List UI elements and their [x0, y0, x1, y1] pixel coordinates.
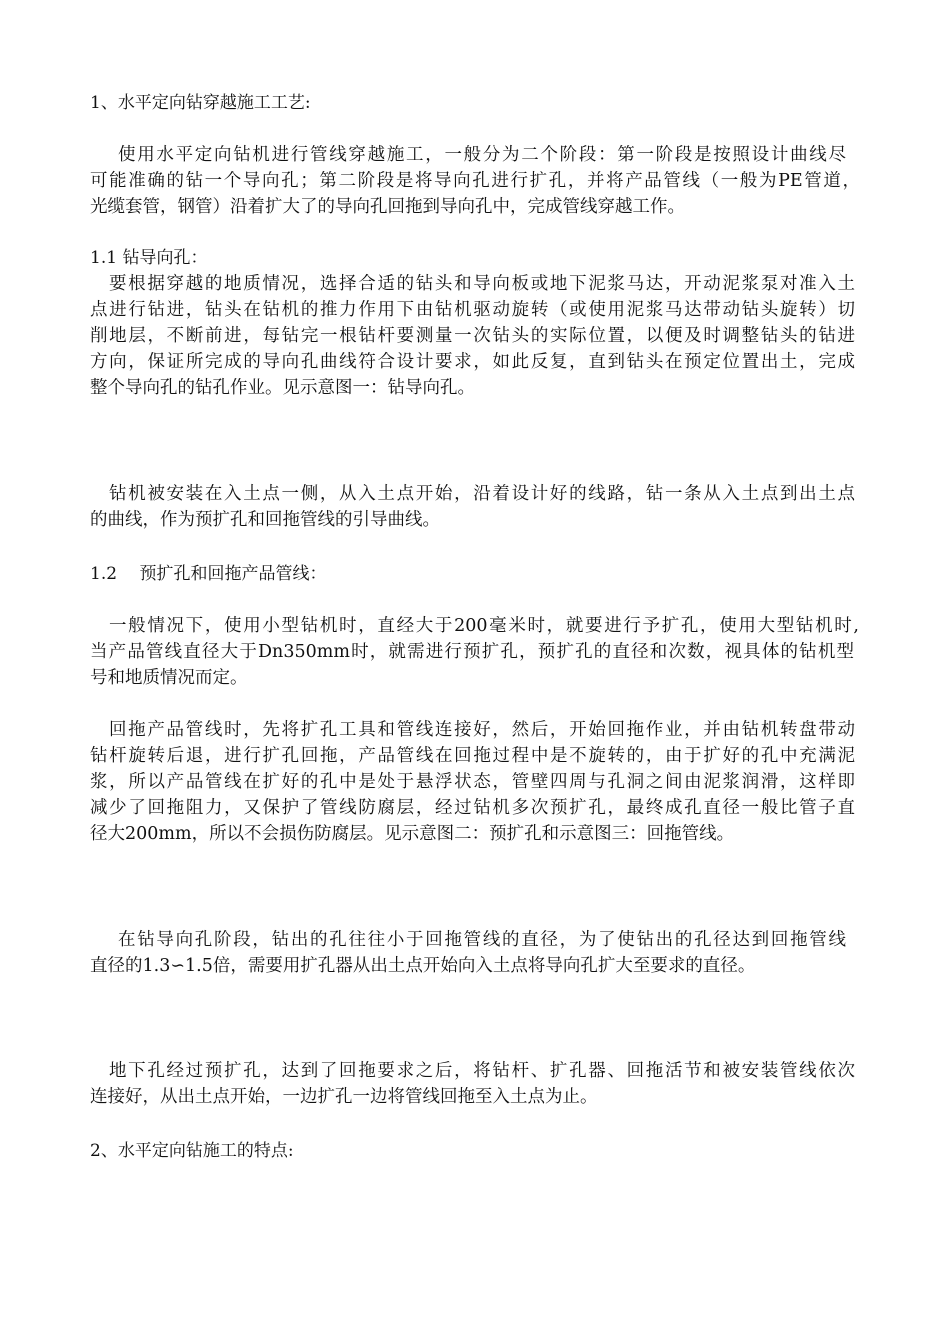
paragraph-intro-line-2: 可能准确的钻一个导向孔；第二阶段是将导向孔进行扩孔，并将产品管线（一般为PE管道， [90, 171, 860, 191]
paragraph-pilot-line-4: 方向，保证所完成的导向孔曲线符合设计要求，如此反复，直到钻头在预定位置出土，完成 [90, 352, 855, 372]
paragraph-intro-line-1: 使用水平定向钻机进行管线穿越施工，一般分为二个阶段：第一阶段是按照设计曲线尽 [118, 145, 846, 165]
paragraph-pullback-line-1: 回拖产品管线时，先将扩孔工具和管线连接好，然后，开始回拖作业，并由钻机转盘带动 [109, 720, 855, 740]
paragraph-reamer-line-2: 直径的1.3∽1.5倍，需要用扩孔器从出土点开始向入土点将导向孔扩大至要求的直径。 [90, 956, 756, 976]
section-heading-1-1: 1.1 钻导向孔： [90, 248, 208, 268]
paragraph-pilot-line-3: 削地层，不断前进，每钻完一根钻杆要测量一次钻头的实际位置，以便及时调整钻头的钻进 [90, 326, 855, 346]
paragraph-prereaming-line-3: 号和地质情况而定。 [90, 668, 248, 688]
paragraph-prereaming-line-2: 当产品管线直径大于Dn350mm时，就需进行预扩孔，预扩孔的直径和次数，视具体的钻机型 [90, 642, 854, 662]
paragraph-rig-line-1: 钻机被安装在入土点一侧，从入土点开始，沿着设计好的线路，钻一条从入土点到出土点 [109, 484, 855, 504]
paragraph-intro-line-3: 光缆套管，钢管）沿着扩大了的导向孔回拖到导向孔中，完成管线穿越工作。 [90, 197, 685, 217]
section-heading-2: 2、水平定向钻施工的特点: [90, 1141, 294, 1161]
section-heading-1-2: 1.2 预扩孔和回拖产品管线： [90, 564, 327, 584]
paragraph-prereaming-line-1: 一般情况下，使用小型钻机时，直经大于200毫米时，就要进行予扩孔，使用大型钻机时, [109, 616, 859, 636]
paragraph-connection-line-1: 地下孔经过预扩孔，达到了回拖要求之后，将钻杆、扩孔器、回拖活节和被安装管线依次 [109, 1061, 855, 1081]
paragraph-rig-line-2: 的曲线，作为预扩孔和回拖管线的引导曲线。 [90, 510, 440, 530]
paragraph-pullback-line-4: 减少了回拖阻力，又保护了管线防腐层，经过钻机多次预扩孔，最终成孔直径一般比管子直 [90, 798, 855, 818]
paragraph-pullback-line-5: 径大200mm，所以不会损伤防腐层。见示意图二：预扩孔和示意图三：回拖管线。 [90, 824, 735, 844]
paragraph-pilot-line-1: 要根据穿越的地质情况，选择合适的钻头和导向板或地下泥浆马达，开动泥浆泵对准入土 [109, 274, 855, 294]
section-heading-1: 1、水平定向钻穿越施工工艺: [90, 93, 311, 113]
paragraph-connection-line-2: 连接好，从出土点开始，一边扩孔一边将管线回拖至入土点为止。 [90, 1087, 598, 1107]
paragraph-reamer-line-1: 在钻导向孔阶段，钻出的孔往往小于回拖管线的直径，为了使钻出的孔径达到回拖管线 [118, 930, 846, 950]
paragraph-pullback-line-2: 钻杆旋转后退，进行扩孔回拖，产品管线在回拖过程中是不旋转的，由于扩好的孔中充满泥 [90, 746, 855, 766]
paragraph-pilot-line-2: 点进行钻进，钻头在钻机的推力作用下由钻机驱动旋转（或使用泥浆马达带动钻头旋转）切 [90, 300, 855, 320]
paragraph-pullback-line-3: 浆，所以产品管线在扩好的孔中是处于悬浮状态，管壁四周与孔洞之间由泥浆润滑，这样即 [90, 772, 855, 792]
paragraph-pilot-line-5: 整个导向孔的钻孔作业。见示意图一：钻导向孔。 [90, 378, 475, 398]
